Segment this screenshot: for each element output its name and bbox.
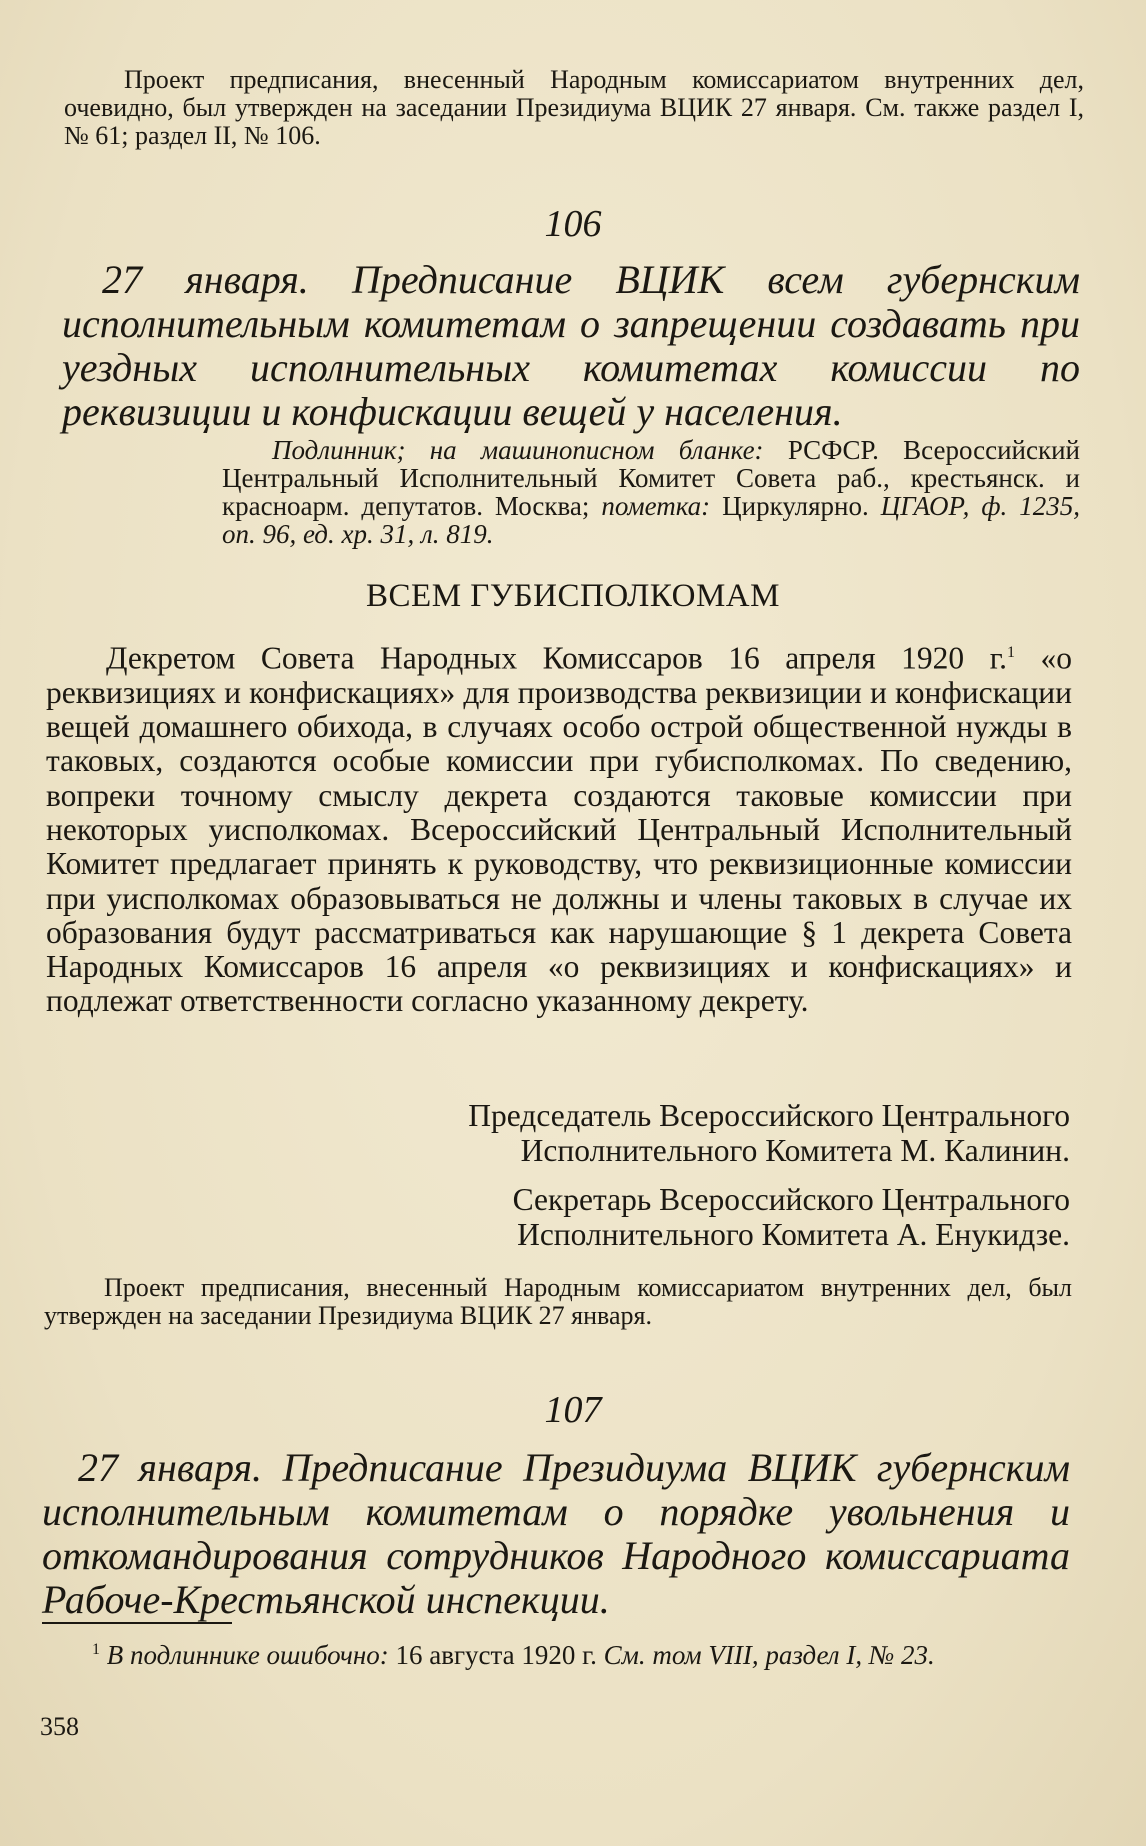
signature-secretary [513, 1182, 1070, 1252]
footnote-reference: 1 [1006, 644, 1015, 661]
body-text-part1: Декретом Совета Народных Комиссаров 16 апреля 1920 г. [106, 640, 1007, 676]
document-106-heading: 27 января. Предписание ВЦИК всем губернским исполнительным комитетам о запрещении создавать при уездных исполнительных комитетах комиссии по реквизиции и конфискации вещей у населения. [62, 257, 1080, 434]
document-106-source [222, 436, 1080, 548]
page-number: 358 [40, 1712, 79, 1741]
document-106-note: Проект предписания, внесенный Народным комиссариатом внутренних дел, был утвержден на заседании Президиума ВЦИК 27 января. [44, 1273, 1072, 1330]
signature-secretary-line2: Исполнительного Комитета А. Енукидзе. [517, 1217, 1070, 1252]
signature-chairman-line1: Председатель Всероссийского Центрального [468, 1098, 1070, 1133]
document-number-106: 106 [544, 203, 602, 245]
document-107-heading: 27 января. Предписание Президиума ВЦИК губернским исполнительным комитетам о порядке увольнения и откомандирования сотрудников Народного комиссариата Рабоче-Крестьянской инспекции. [42, 1445, 1070, 1622]
source-text-mark: Циркулярно. [710, 491, 881, 521]
document-number-107: 107 [544, 1389, 602, 1431]
source-text-blank: РСФСР. Всероссийский Центральный Исполнительный Комитет Совета раб., крестьянск. и красноарм. депутатов. Москва; [222, 435, 1080, 521]
footnote-reference-text: См. том VIII, раздел I, № 23. [603, 1640, 935, 1670]
footnote-text: 16 августа 1920 г. [388, 1640, 604, 1670]
source-label-mark: пометка: [601, 491, 711, 521]
footnote [42, 1636, 1082, 1669]
signature-chairman-line2: Исполнительного Комитета М. Калинин. [520, 1133, 1070, 1168]
footnote-divider [42, 1622, 232, 1624]
source-label-original: Подлинник; на машинописном бланке: [272, 435, 764, 465]
signature-chairman [468, 1098, 1070, 1168]
document-106-title: ВСЕМ ГУБИСПОЛКОМАМ [366, 578, 780, 614]
footnote-marker: 1 [92, 1641, 100, 1658]
footnote-label-error: В подлиннике ошибочно: [100, 1640, 389, 1670]
source-archive-reference: ЦГАОР, ф. 1235, оп. 96, ед. хр. 31, л. 819. [222, 491, 1080, 549]
top-editorial-note: Проект предписания, внесенный Народным комиссариатом внутренних дел, очевидно, был утвержден на заседании Президиума ВЦИК 27 января. См. также раздел I, № 61; раздел II, № 106. [64, 65, 1084, 150]
body-text-part2: «о реквизициях и конфискациях» для производства реквизиции и конфискации вещей домашнего обихода, в случаях особо острой общественной нужды в таковых, создаются особые комиссии при губисполкомах. По сведению, вопреки точному смыслу декрета создаются таковые комиссии при некоторых уисполкомах. Всероссийский Центральный Исполнительный Комитет предлагает принять к руководству, что реквизиционные комиссии при уисполкомах образовываться не должны и члены таковых в случае их образования будут рассматриваться как нарушающие § 1 декрета Совета Народных Комиссаров 16 апреля «о реквизициях и конфискациях» и подлежат ответственности согласно указанному декрету. [46, 640, 1072, 1019]
document-106-body [46, 636, 1072, 1019]
signature-secretary-line1: Секретарь Всероссийского Центрального [512, 1182, 1070, 1217]
